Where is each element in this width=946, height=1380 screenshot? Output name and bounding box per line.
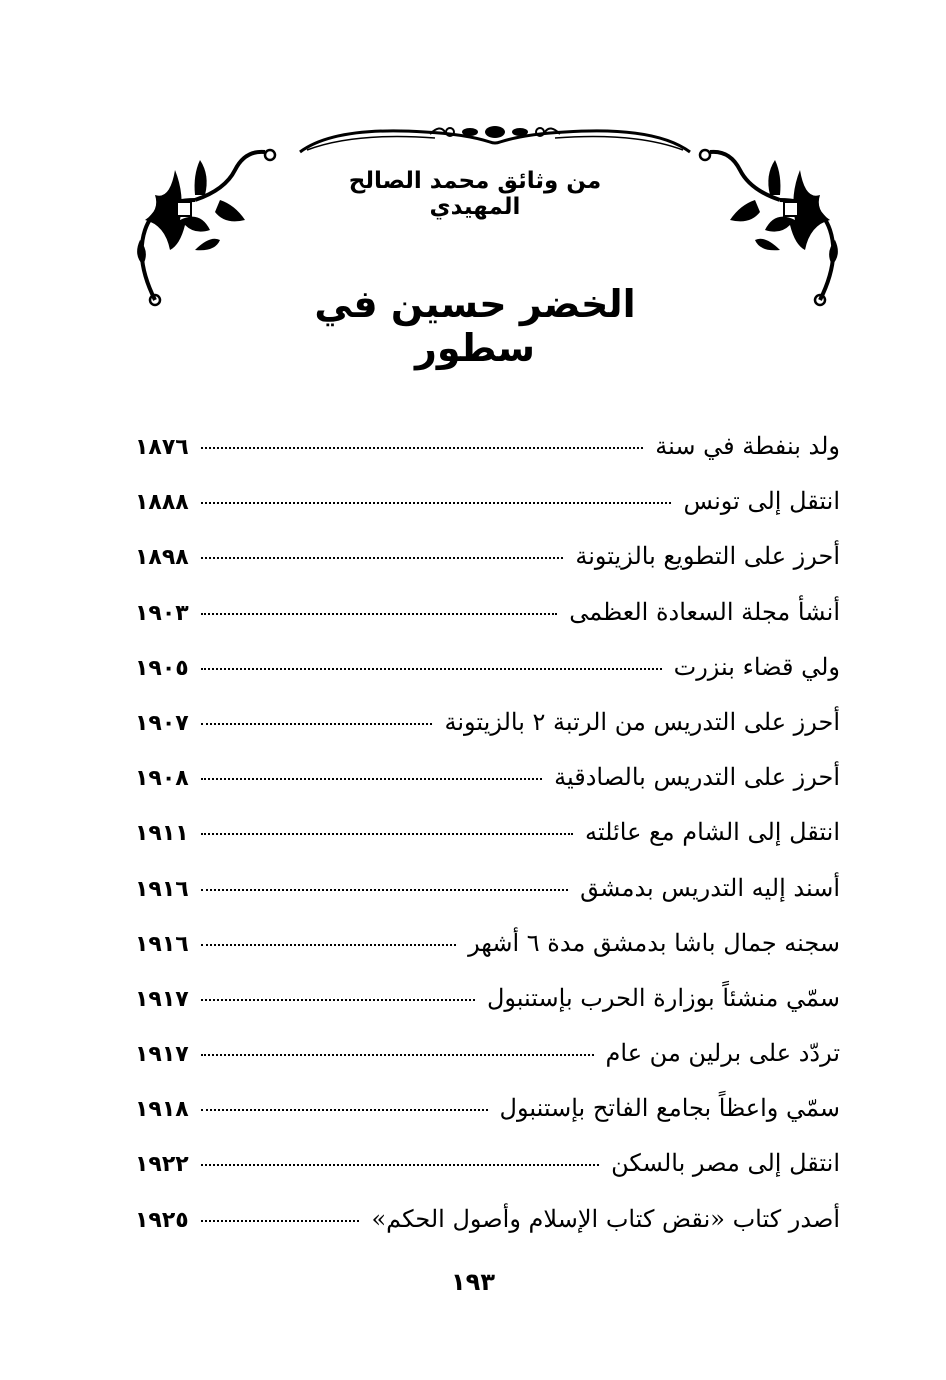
dot-leader [201,1164,599,1166]
event-text: تردّد على برلين من عام [605,1039,840,1068]
event-year: ١٩١٦ [135,876,189,902]
event-year: ١٨٩٨ [135,545,189,571]
timeline-list [135,432,840,1260]
event-year: ١٩٢٥ [135,1207,189,1233]
timeline-entry [135,818,840,873]
event-text: أحرز على التدريس من الرتبة ٢ بالزيتونة [444,707,840,736]
event-year: ١٨٨٨ [135,490,189,516]
timeline-entry [135,763,840,818]
event-year: ١٩١٨ [135,1097,189,1123]
timeline-entry [135,487,840,542]
dot-leader [201,944,456,946]
event-year: ١٩٠٣ [135,600,189,626]
page-title: الخضر حسين في سطور [314,282,636,370]
event-text: ولي قضاء بنزرت [673,652,840,681]
dot-leader [201,778,542,780]
timeline-entry [135,1039,840,1094]
event-year: ١٩٢٢ [135,1152,189,1178]
page-number: ١٩٣ [451,1268,495,1296]
event-year: ١٩٠٥ [135,655,189,681]
event-year: ١٩١٧ [135,986,189,1012]
event-text: أحرز على التدريس بالصادقية [554,763,840,792]
event-text: أصدر كتاب «نقض كتاب الإسلام وأصول الحكم» [371,1204,840,1233]
event-text: سمّي واعظاً بجامع الفاتح بإستنبول [499,1094,840,1123]
event-text: أحرز على التطويع بالزيتونة [575,542,840,571]
running-head: من وثائق محمد الصالح المهيدي [348,168,602,220]
event-text: انتقل إلى مصر بالسكن [611,1149,840,1178]
event-text: سجنه جمال باشا بدمشق مدة ٦ أشهر [468,928,840,957]
dot-leader [201,723,432,725]
timeline-entry [135,874,840,929]
event-year: ١٩٠٧ [135,710,189,736]
dot-leader [201,502,671,504]
timeline-entry [135,432,840,487]
timeline-entry [135,653,840,708]
event-text: ولد بنفطة في سنة [655,432,840,460]
event-text: سمّي منشئاً بوزارة الحرب بإستنبول [486,983,840,1012]
timeline-entry [135,708,840,763]
event-text: انتقل إلى تونس [683,487,840,516]
timeline-entry [135,1205,840,1260]
event-year: ١٩١٧ [135,1042,189,1068]
timeline-entry [135,1094,840,1149]
dot-leader [201,1054,594,1056]
event-year: ١٩١٦ [135,931,189,957]
event-year: ١٩١١ [135,821,189,847]
dot-leader [201,557,563,559]
fleur-de-lis-corner-icon [690,140,850,310]
timeline-entry [135,1149,840,1204]
dot-leader [201,613,557,615]
event-year: ١٨٧٦ [135,435,189,460]
scroll-flourish-icon [295,118,695,158]
dot-leader [201,1220,359,1222]
timeline-entry [135,929,840,984]
event-text: انتقل إلى الشام مع عائلته [585,818,840,847]
dot-leader [201,833,573,835]
dot-leader [201,999,475,1001]
timeline-entry [135,984,840,1039]
dot-leader [201,668,662,670]
timeline-entry [135,542,840,597]
dot-leader [201,889,568,891]
event-year: ١٩٠٨ [135,766,189,792]
dot-leader [201,1109,488,1111]
event-text: أنشأ مجلة السعادة العظمى [569,597,840,626]
dot-leader [201,447,643,449]
timeline-entry [135,598,840,653]
event-text: أسند إليه التدريس بدمشق [580,873,840,902]
